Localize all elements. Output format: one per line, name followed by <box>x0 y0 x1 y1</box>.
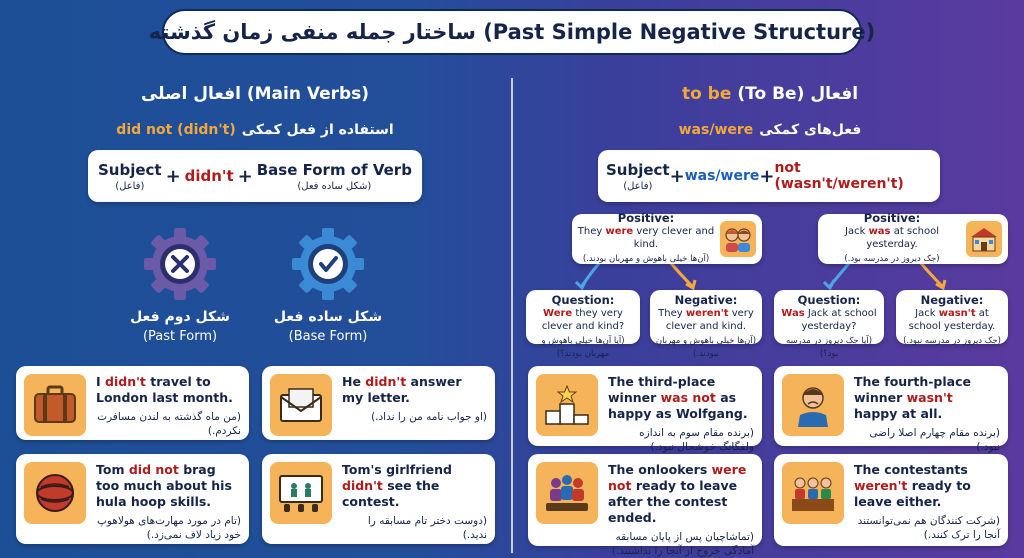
left-subheader-fa: استفاده از فعل کمکی <box>241 122 394 138</box>
right-formula-card <box>598 150 940 202</box>
gear-caption-past-fa: شکل دوم فعل <box>130 309 230 325</box>
example-fa: (من ماه گذشته به لندن مسافرت نکردم.) <box>97 411 241 437</box>
positive-verb: was <box>868 226 891 237</box>
positive-card <box>572 211 762 264</box>
positive-post: at school yesterday. <box>866 226 939 250</box>
example-post: see the contest. <box>342 478 440 509</box>
plus-sign: + <box>165 165 181 187</box>
positive-label: Positive: <box>863 211 921 225</box>
example-post: ready to leave after the contest ended. <box>608 478 738 525</box>
example-fa: (تماشاچیان پس از پایان مسابقه آمادگی خروج از آنجا را نداشتند.) <box>611 531 754 557</box>
left-header-text: افعال اصلی (Main Verbs) <box>140 84 370 104</box>
question-label: Question: <box>551 293 615 307</box>
x-gear-icon <box>140 224 220 308</box>
example-card <box>262 454 495 544</box>
example-post: travel to London last month. <box>96 374 233 405</box>
negative-pre: They <box>658 308 686 319</box>
negative-verb: weren't <box>685 308 729 319</box>
example-neg: were not <box>608 462 747 493</box>
plus-sign: + <box>759 165 775 187</box>
example-neg: was not <box>660 390 716 405</box>
example-text <box>96 462 241 542</box>
example-text <box>608 462 754 558</box>
formula-verb-label: Base Form of Verb <box>256 160 412 179</box>
example-fa: (دوست دختر تام مسابقه را ندید.) <box>367 515 487 541</box>
negative-card <box>650 290 762 359</box>
example-text <box>608 374 754 454</box>
crowd-icon <box>536 462 598 524</box>
kids-icon <box>720 221 756 257</box>
positive-verb: were <box>605 226 634 237</box>
example-text <box>342 462 487 542</box>
example-text <box>854 462 1000 542</box>
example-card <box>528 366 762 453</box>
formula-subject-fa: (فاعل) <box>623 180 653 192</box>
example-post: as happy as Wolfgang. <box>608 390 748 421</box>
question-fa: (آیا جک دیروز در مدرسه بود؟) <box>785 336 873 359</box>
example-text <box>342 374 487 424</box>
example-card <box>774 454 1008 546</box>
positive-text <box>572 208 720 270</box>
formula-subject <box>98 161 162 192</box>
example-pre: He <box>342 374 366 389</box>
negative-post: at school yesterday. <box>908 308 996 332</box>
example-fa: (شرکت کنندگان هم نمی‌توانستند آنجا را ترک کنند.) <box>857 515 1000 541</box>
example-pre: The contestants <box>854 462 968 477</box>
question-card <box>774 290 884 359</box>
example-fa: (برنده مقام چهارم اصلا راضی نبود.) <box>869 427 1000 453</box>
example-neg: didn't <box>365 374 407 389</box>
question-fa: (آیا آن‌ها خیلی باهوش و مهربان بودند؟) <box>541 336 625 359</box>
question-verb: Were <box>543 308 573 319</box>
gear-caption-base <box>258 308 398 346</box>
example-post: brag too much about his hula hoop skills. <box>96 462 232 509</box>
plus-sign: + <box>669 165 685 187</box>
example-pre: I <box>96 374 106 389</box>
gear-caption-past-en: (Past Form) <box>142 329 218 344</box>
negative-card <box>896 290 1008 344</box>
positive-fa: (جک دیروز در مدرسه بود.) <box>844 254 940 264</box>
negative-fa: (آن‌ها خیلی باهوش و مهربان نبودند.) <box>655 336 757 359</box>
negative-pre: Jack <box>915 308 939 319</box>
negative-label: Negative: <box>674 293 738 307</box>
formula-subject <box>606 161 670 192</box>
page-title <box>148 9 876 55</box>
negative-label: Negative: <box>920 293 984 307</box>
question-label: Question: <box>797 293 861 307</box>
negative-verb: wasn't <box>938 308 976 319</box>
question-post: Jack at school yesterday? <box>801 308 877 332</box>
question-verb: Was <box>781 308 805 319</box>
right-header-en: (To Be) <box>737 84 805 104</box>
positive-fa: (آن‌ها خیلی باهوش و مهربان بودند.) <box>582 254 710 264</box>
right-subheader <box>525 122 1015 138</box>
contest-icon <box>270 462 332 524</box>
right-subheader-en: was/were <box>678 122 754 138</box>
example-card <box>16 366 249 440</box>
negative-fa: (جک دیروز در مدرسه نبود.) <box>903 336 1001 346</box>
example-card <box>262 366 495 440</box>
negative-post: very clever and kind. <box>665 308 754 332</box>
suitcase-icon <box>24 374 86 436</box>
check-gear-icon <box>288 224 368 308</box>
positive-pre: They <box>577 226 606 237</box>
example-pre: Tom <box>96 462 129 477</box>
positive-label: Positive: <box>617 211 675 225</box>
example-card <box>16 454 249 544</box>
formula-aux: didn't <box>184 167 234 185</box>
example-card <box>774 366 1008 453</box>
sad-man-icon <box>782 374 844 436</box>
hula-hoop-icon <box>24 462 86 524</box>
page-title-text: ساختار جمله منفی زمان گذشته (Past Simple Negative Structure) <box>148 20 876 44</box>
example-fa: (تام در مورد مهارت‌های هولاهوپ خود زیاد لاف نمی‌زد.) <box>97 515 241 541</box>
formula-subject-label: Subject <box>606 160 670 179</box>
column-divider <box>511 78 513 553</box>
example-neg: weren't <box>854 478 908 493</box>
example-neg: didn't <box>105 374 146 389</box>
example-post: ready to leave either. <box>854 478 971 509</box>
left-header <box>10 84 500 104</box>
contestants-icon <box>782 462 844 524</box>
formula-neg: not (wasn't/weren't) <box>774 160 904 192</box>
right-header <box>525 84 1015 104</box>
formula-aux: was/were <box>684 168 760 184</box>
example-pre: The onlookers <box>608 462 712 477</box>
envelope-icon <box>270 374 332 436</box>
gear-caption-base-en: (Base Form) <box>288 329 368 344</box>
positive-text <box>818 208 966 270</box>
podium-icon <box>536 374 598 436</box>
right-header-tobe: to be <box>681 84 732 104</box>
formula-subject-label: Subject <box>97 160 162 179</box>
right-header-fa: افعال <box>810 84 859 104</box>
positive-card <box>818 211 1008 264</box>
example-post: happy at all. <box>854 406 943 421</box>
example-fa: (او جواب نامه من را نداد.) <box>371 411 487 423</box>
question-post: they very clever and kind? <box>541 308 625 332</box>
positive-post: very clever and kind. <box>633 226 715 250</box>
left-formula-card <box>88 150 422 202</box>
example-neg: wasn't <box>906 390 953 405</box>
positive-pre: Jack <box>845 226 869 237</box>
formula-verb-fa: (شکل ساده فعل) <box>297 180 372 192</box>
formula-verb <box>257 161 412 192</box>
school-icon <box>966 221 1002 257</box>
example-fa: (برنده مقام سوم به اندازه ولفگانگ خوشحال نبود.) <box>639 427 754 453</box>
example-pre: The fourth-place winner <box>854 374 971 405</box>
example-text <box>96 374 241 438</box>
question-card <box>526 290 640 359</box>
plus-sign: + <box>237 165 253 187</box>
example-neg: didn't <box>342 478 383 493</box>
example-pre: Tom's girlfriend <box>342 462 452 477</box>
left-subheader-en: did not (didn't) <box>116 122 236 138</box>
left-subheader <box>10 122 500 138</box>
gear-caption-past <box>110 308 250 346</box>
example-pre: The third-place winner <box>608 374 716 405</box>
gear-caption-base-fa: شکل ساده فعل <box>273 309 383 325</box>
right-subheader-fa: فعل‌های کمکی <box>759 122 862 138</box>
example-card <box>528 454 762 557</box>
example-neg: did not <box>128 462 179 477</box>
example-text <box>854 374 1000 454</box>
formula-subject-fa: (فاعل) <box>115 180 145 192</box>
example-post: answer my letter. <box>342 374 462 405</box>
